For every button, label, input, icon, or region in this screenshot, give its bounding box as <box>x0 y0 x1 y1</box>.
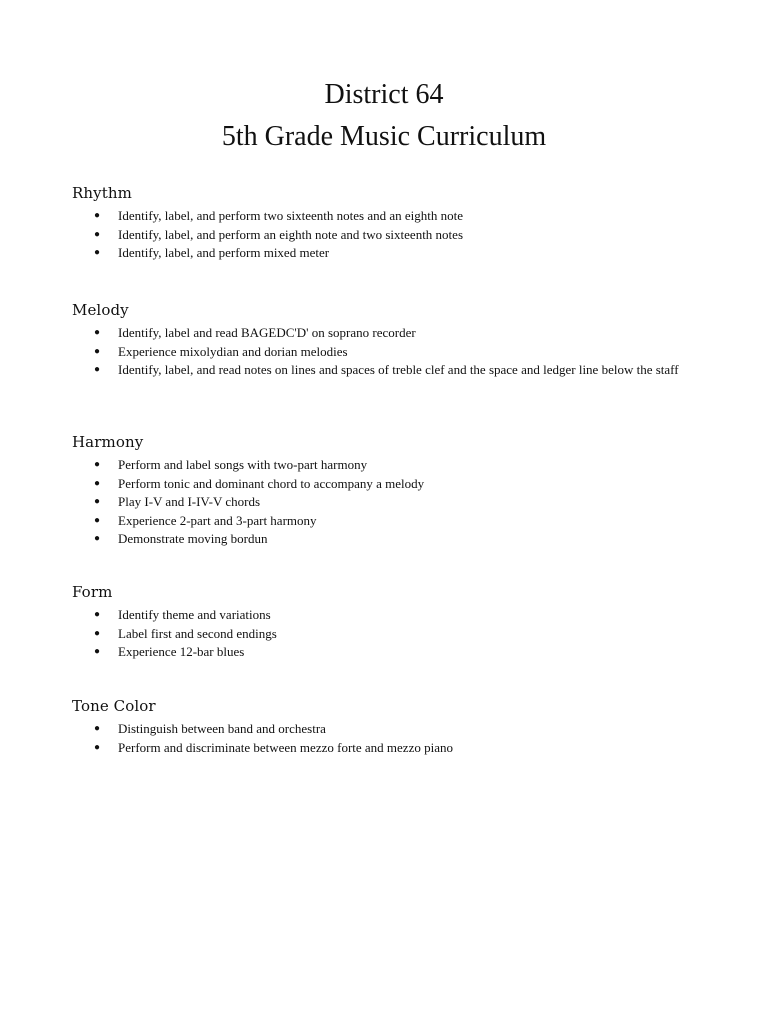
list-item: ● Label first and second endings <box>72 625 692 644</box>
bullet-icon: ● <box>94 646 101 657</box>
list-item: ● Perform and label songs with two-part harmony <box>72 456 692 475</box>
section-tone-color <box>72 696 692 757</box>
section-heading: Harmony <box>72 433 144 451</box>
list-item: ● Identify, label, and read notes on lines and spaces of treble clef and the space and ledger line below the staff <box>72 361 692 380</box>
bullet-icon: ● <box>94 741 101 753</box>
bullet-icon: ● <box>94 609 101 620</box>
list-item: ● Identify, label and read BAGEDC'D' on soprano recorder <box>72 324 692 343</box>
bullet-list <box>72 606 692 662</box>
section-rhythm <box>72 183 692 263</box>
bullet-icon: ● <box>94 459 101 470</box>
list-item: ● Distinguish between band and orchestra <box>72 720 692 739</box>
bullet-list <box>72 324 692 380</box>
section-heading: Melody <box>72 301 129 319</box>
bullet-icon: ● <box>94 514 101 526</box>
list-item: ● Identify theme and variations <box>72 606 692 625</box>
list-item: ● Experience 12-bar blues <box>72 643 692 662</box>
list-item: ● Perform and discriminate between mezzo forte and mezzo piano <box>72 739 692 758</box>
list-item: ● Identify, label, and perform an eighth note and two sixteenth notes <box>72 226 692 245</box>
bullet-icon: ● <box>94 345 101 357</box>
list-item: ● Identify, label, and perform mixed meter <box>72 244 692 263</box>
bullet-icon: ● <box>94 327 101 338</box>
document-subtitle: 5th Grade Music Curriculum <box>221 121 547 152</box>
bullet-icon: ● <box>94 496 101 507</box>
section-heading: Rhythm <box>72 184 132 202</box>
bullet-list <box>72 456 692 549</box>
list-item: ● Experience mixolydian and dorian melodies <box>72 343 692 362</box>
bullet-icon: ● <box>94 723 101 734</box>
list-item: ● Identify, label, and perform two sixteenth notes and an eighth note <box>72 207 692 226</box>
bullet-icon: ● <box>94 247 101 258</box>
section-form <box>72 582 692 662</box>
section-melody <box>72 300 692 380</box>
bullet-list <box>72 720 692 757</box>
bullet-icon: ● <box>94 627 101 639</box>
bullet-icon: ● <box>94 228 101 240</box>
section-heading: Form <box>72 583 113 601</box>
bullet-list <box>72 207 692 263</box>
bullet-icon: ● <box>94 364 101 375</box>
list-item: ● Experience 2-part and 3-part harmony <box>72 512 692 531</box>
section-harmony <box>72 432 692 549</box>
bullet-icon: ● <box>94 477 101 489</box>
list-item: ● Play I-V and I-IV-V chords <box>72 493 692 512</box>
section-heading: Tone Color <box>72 697 156 715</box>
list-item: ● Perform tonic and dominant chord to accompany a melody <box>72 475 692 494</box>
bullet-icon: ● <box>94 210 101 221</box>
document-title: District 64 <box>324 79 444 110</box>
bullet-icon: ● <box>94 533 101 544</box>
list-item: ● Demonstrate moving bordun <box>72 530 692 549</box>
